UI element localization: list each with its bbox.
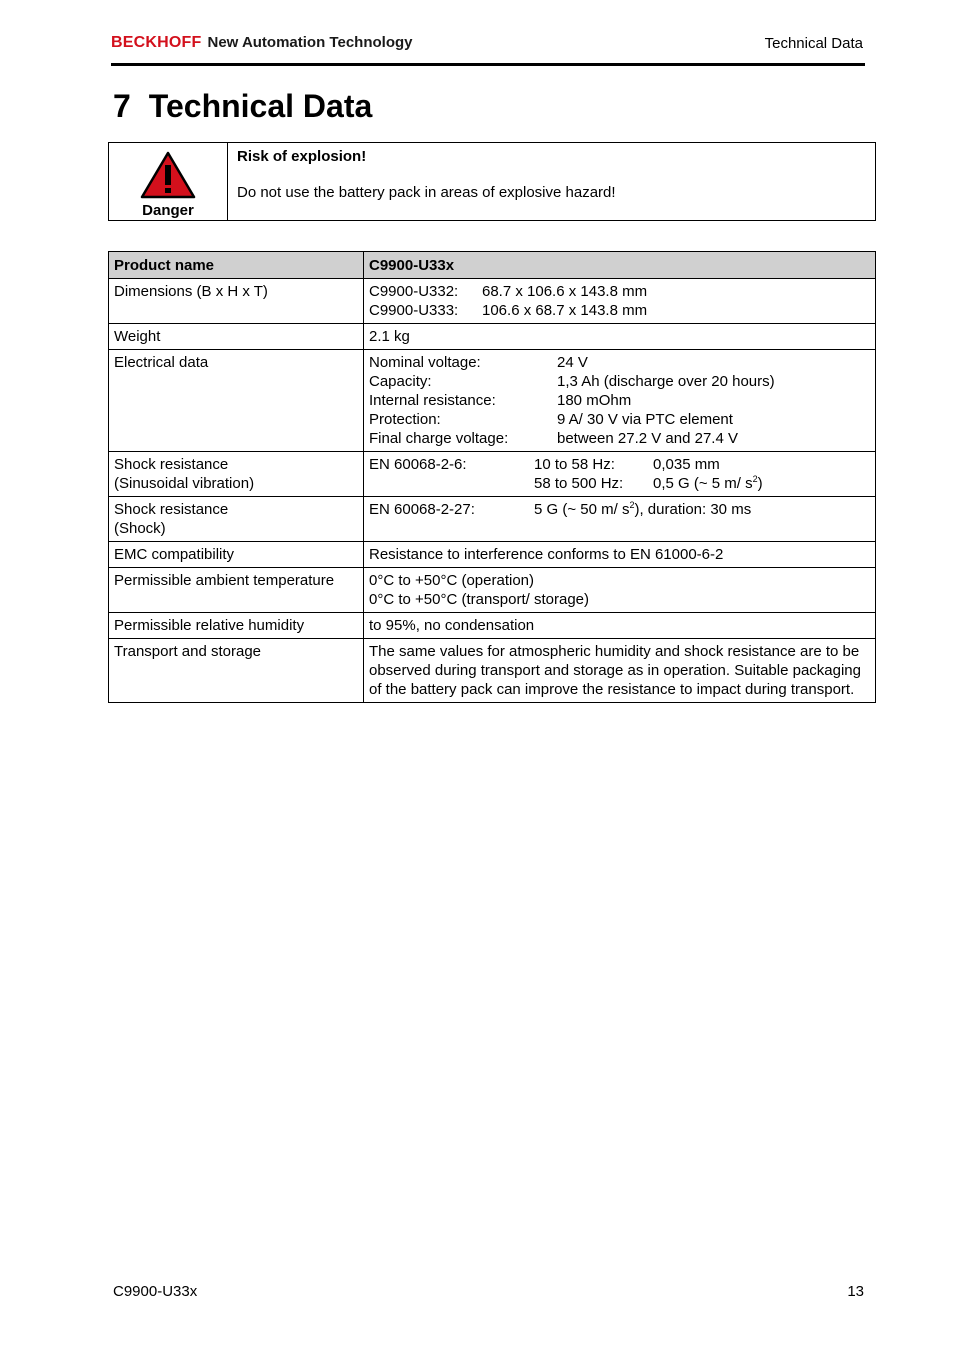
- table-row-shock: [109, 497, 876, 542]
- spec-value: 24 V: [557, 354, 588, 371]
- spec-key: Final charge voltage:: [369, 430, 509, 447]
- danger-label: Danger: [142, 202, 194, 219]
- table-row-dimensions: [109, 279, 876, 324]
- spec-value: between 27.2 V and 27.4 V: [557, 430, 738, 447]
- value-line: 0°C to +50°C (operation): [369, 572, 534, 589]
- row-value: Resistance to interference conforms to EN 61000-6-2: [364, 542, 876, 568]
- logo-brand: BECKHOFF: [111, 34, 202, 51]
- spec-key: Protection:: [369, 411, 441, 428]
- row-label: EMC compatibility: [109, 542, 364, 568]
- standard: EN 60068-2-27:: [369, 501, 475, 518]
- spec-value: 180 mOhm: [557, 392, 632, 409]
- section-title-text: Technical Data: [148, 88, 373, 124]
- row-value: [364, 452, 876, 497]
- dimension-value: 106.6 x 68.7 x 143.8 mm: [482, 302, 648, 319]
- label-line: (Sinusoidal vibration): [114, 475, 255, 492]
- row-label: Weight: [109, 324, 364, 350]
- row-label: Transport and storage: [109, 639, 364, 703]
- row-label: Dimensions (B x H x T): [109, 279, 364, 324]
- range-value: 0,035 mm: [653, 456, 720, 473]
- shock-value: 5 G (~ 50 m/ $s^2$), duration: 30 ms: [534, 500, 752, 518]
- row-value: The same values for atmospheric humidity and shock resistance are to be observed during transport and storage as in operation. Suitable packaging of the battery pack can improve the resistance to impact during transport.: [364, 639, 876, 703]
- spec-value: 9 A/ 30 V via PTC element: [557, 411, 733, 428]
- logo-tagline: New Automation Technology: [207, 34, 413, 51]
- section-title: [113, 88, 372, 125]
- row-label: Permissible ambient temperature: [109, 568, 364, 613]
- row-value: [364, 279, 876, 324]
- label-line: (Shock): [114, 520, 166, 537]
- footer-product: C9900-U33x: [113, 1283, 198, 1300]
- table-row-shock-sinusoidal: [109, 452, 876, 497]
- footer-page-number: 13: [847, 1283, 864, 1300]
- header-section-name: Technical Data: [764, 35, 863, 52]
- model-name: C9900-U333:: [369, 302, 459, 319]
- warning-triangle-icon: [140, 151, 196, 199]
- standard: EN 60068-2-6:: [369, 456, 467, 473]
- danger-notice: [108, 142, 876, 221]
- spec-key: Internal resistance:: [369, 392, 496, 409]
- row-value: [364, 568, 876, 613]
- table-row-humidity: [109, 613, 876, 639]
- section-number: 7: [113, 88, 131, 124]
- label-line: Shock resistance: [114, 456, 229, 473]
- table-row-transport: [109, 639, 876, 703]
- table-row-emc: [109, 542, 876, 568]
- danger-text: Do not use the battery pack in areas of explosive hazard!: [237, 184, 616, 201]
- model-name: C9900-U332:: [369, 283, 459, 300]
- row-value: [364, 350, 876, 452]
- row-value: [364, 497, 876, 542]
- spec-key: Capacity:: [369, 373, 432, 390]
- table-row-weight: [109, 324, 876, 350]
- danger-icon-cell: [109, 143, 228, 220]
- row-label: [109, 497, 364, 542]
- row-label: [109, 452, 364, 497]
- table-row-electrical: [109, 350, 876, 452]
- table-row-temperature: [109, 568, 876, 613]
- row-label: Electrical data: [109, 350, 364, 452]
- value-line: 0°C to +50°C (transport/ storage): [369, 591, 590, 608]
- row-label: Permissible relative humidity: [109, 613, 364, 639]
- technical-data-table: [108, 251, 876, 703]
- range-value: 0,5 G (~ 5 m/ $s^2$): [653, 474, 763, 492]
- label-line: Shock resistance: [114, 501, 229, 518]
- header-product-value: C9900-U33x: [364, 252, 876, 279]
- danger-heading: Risk of explosion!: [237, 148, 367, 165]
- page-header: [111, 30, 865, 66]
- spec-value: 1,3 Ah (discharge over 20 hours): [557, 373, 775, 390]
- freq-range: 10 to 58 Hz:: [534, 456, 615, 473]
- beckhoff-logo: [111, 34, 412, 52]
- freq-range: 58 to 500 Hz:: [534, 475, 624, 492]
- row-value: to 95%, no condensation: [364, 613, 876, 639]
- header-product-name: Product name: [109, 252, 364, 279]
- dimension-value: 68.7 x 106.6 x 143.8 mm: [482, 283, 648, 300]
- table-header-row: [109, 252, 876, 279]
- spec-key: Nominal voltage:: [369, 354, 481, 371]
- row-value: 2.1 kg: [364, 324, 876, 350]
